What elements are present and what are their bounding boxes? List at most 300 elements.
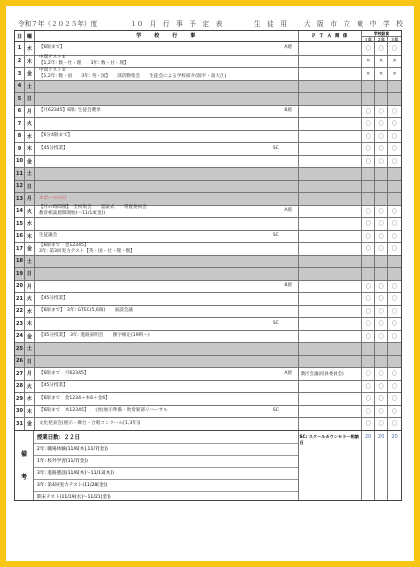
col-weekday: 曜 [25,31,35,41]
lunch-mark [362,256,375,268]
day-row [15,55,401,68]
weekday: 木 [25,406,35,418]
pta-cell [299,168,363,180]
day-row [15,280,401,293]
pta-cell [299,181,363,193]
day-number: 6 [15,106,25,118]
weekday: 日 [25,268,35,280]
day-row [15,192,401,205]
pta-cell [299,293,363,305]
weekday: 月 [25,106,35,118]
lunch-mark: 〇 [362,368,375,380]
weekday: 日 [25,356,35,368]
note-line: 期末テスト(11/19[水]～11/21[金]) [36,495,111,500]
day-row [15,67,401,80]
day-row [15,367,401,380]
col-pta: Ｐ Ｔ Ａ 関 係 [299,31,362,41]
lunch-mark: 〇 [375,156,388,168]
lunch-mark: 〇 [392,108,398,115]
week-tag: A週 [284,208,292,214]
table-header [15,31,401,42]
event-cell [35,93,299,105]
day-row [15,105,401,118]
pta-cell [299,268,363,280]
title-bar [6,10,414,26]
lunch-mark: 〇 [392,246,398,253]
lunch-grade-1: １年 [362,37,375,43]
day-number: 7 [15,118,25,130]
lunch-mark [362,93,375,105]
lunch-mark: 〇 [392,371,398,378]
day-row [15,342,401,355]
lunch-mark: 〇 [375,406,388,418]
weekday: 月 [25,281,35,293]
pta-cell [299,81,363,93]
lunch-mark: 〇 [392,321,398,328]
day-number: 18 [15,256,25,268]
note-line: 2年: 職場体験(11/6[木],11/7[金]) [34,444,298,456]
lunch-mark: 〇 [392,233,398,240]
lunch-mark [388,193,401,205]
day-number: 25 [15,343,25,355]
lunch-mark: 〇 [375,206,388,218]
event-cell [35,156,299,168]
lunch-mark [362,81,375,93]
event-text: 【6限まで 月62345】 [38,370,89,376]
pta-cell [299,68,363,80]
lunch-mark [375,256,388,268]
lunch-mark [388,268,401,280]
pta-cell [299,318,363,330]
weekday: 月 [25,368,35,380]
week-tag: B週 [284,283,292,289]
lunch-mark: 〇 [362,306,375,318]
event-cell [35,281,299,293]
lunch-mark: ✕ [375,68,388,80]
event-cell [35,256,299,268]
day-number: 3 [15,68,25,80]
day-number: 11 [15,168,25,180]
lunch-mark: 〇 [392,396,398,403]
pta-cell [299,106,363,118]
weekday: 水 [25,393,35,405]
day-row [15,155,401,168]
notes-section [15,430,401,500]
sc-tag: SC [272,408,279,414]
lunch-mark: 〇 [362,218,375,230]
day-number: 27 [15,368,25,380]
day-row [15,392,401,405]
weekday: 木 [25,143,35,155]
day-number: 20 [15,281,25,293]
lunch-mark: 〇 [375,306,388,318]
event-cell [35,406,299,418]
weekday: 月 [25,193,35,205]
weekday: 木 [25,56,35,68]
sc-tag: SC [272,320,279,326]
day-number: 4 [15,81,25,93]
lunch-mark: 〇 [392,158,398,165]
day-row [15,255,401,268]
day-number: 8 [15,131,25,143]
weekday: 日 [25,93,35,105]
event-text: 【45分授業】 3年: 進路説明会 漢字検定(19時～) [38,333,150,339]
day-row [15,405,401,418]
event-cell [35,243,299,255]
pta-cell [299,381,363,393]
school-name: 大 阪 市 立 東 中 学 校 [304,20,403,28]
lunch-mark: 〇 [392,121,398,128]
event-text: 【6分4限まで】 [38,133,73,139]
lunch-mark: 〇 [392,221,398,228]
lunch-mark: 〇 [362,118,375,130]
day-row [15,80,401,93]
day-number: 22 [15,306,25,318]
lunch-mark [388,181,401,193]
day-number: 19 [15,268,25,280]
event-cell [35,106,299,118]
day-number: 10 [15,156,25,168]
event-cell [35,306,299,318]
day-number: 14 [15,206,25,218]
day-number: 2 [15,56,25,68]
day-number: 23 [15,318,25,330]
weekday: 土 [25,343,35,355]
event-cell [35,343,299,355]
day-row [15,330,401,343]
event-cell [35,56,299,68]
lunch-mark: 〇 [392,146,398,153]
lunch-mark [362,193,375,205]
lunch-mark: 〇 [375,118,388,130]
weekday: 木 [25,231,35,243]
day-number: 5 [15,93,25,105]
lunch-mark: 〇 [375,281,388,293]
lunch-grade-3: ３年 [390,37,399,42]
sc-note: SC: スクールカウンセラー相談日 [299,431,363,500]
event-cell [35,381,299,393]
event-text: 【1,2年: 数・社・理 3年: 数・社・理】 [38,61,129,67]
day-number: 21 [15,293,25,305]
weekday: 金 [25,331,35,343]
pta-cell [299,256,363,268]
event-text: 【6限まで】 3年: GTEC(5,6限) 面談会議 [38,308,133,314]
note-line: 1年: 校外学習(11/7[金]) [34,456,298,468]
pta-cell [299,118,363,130]
notes-label-2: 考 [20,474,27,481]
day-row [15,305,401,318]
pta-cell [299,418,363,430]
day-number: 29 [15,393,25,405]
event-cell [35,218,299,230]
day-row [15,355,401,368]
pta-cell [299,93,363,105]
day-row [15,380,401,393]
col-events: 学 校 行 事 [35,31,299,41]
day-row [15,217,401,230]
lunch-mark: 〇 [375,243,388,255]
event-cell [35,393,299,405]
day-row [15,42,401,55]
day-row [15,130,401,143]
lunch-mark: 〇 [362,418,375,430]
lunch-count-3: 20 [391,433,398,440]
lunch-mark: ✕ [392,70,397,77]
weekday: 金 [25,156,35,168]
lunch-mark: 〇 [375,218,388,230]
event-text: 【月62345】6限: 生徒会選挙 [38,108,101,114]
day-number: 31 [15,418,25,430]
event-cell [35,168,299,180]
pta-cell [299,206,363,218]
event-text: 3年: 第3回実力テスト【英・国・社・理・数】 [38,248,135,254]
lunch-mark: 〇 [362,331,375,343]
lunch-mark [362,268,375,280]
school-days: 授業日数：２２日 [34,431,298,444]
sc-tag: SC [272,233,279,239]
event-text: 【1,2年: 数・国 3年: 英・国】 部活動集会 生徒会による学校紹介(瑞平・南大江) [38,73,227,79]
lunch-mark [375,168,388,180]
day-number: 16 [15,231,25,243]
event-cell [35,118,299,130]
lunch-mark [362,356,375,368]
event-text: スポーツの日 [38,195,67,201]
sc-tag: SC [272,145,279,151]
lunch-count-1: 20 [362,431,375,500]
pta-cell: 教区会議(役員委員会) [299,368,363,380]
note-line: 3年: 第4回実力テスト(11/28[金]) [34,480,298,492]
lunch-mark [388,256,401,268]
week-tag: A週 [284,370,292,376]
event-cell [35,81,299,93]
event-text: 【6限まで】 [38,45,65,51]
lunch-mark [362,168,375,180]
lunch-mark: 〇 [362,393,375,405]
lunch-mark: 〇 [362,243,375,255]
lunch-mark: 〇 [375,131,388,143]
weekday: 火 [25,206,35,218]
event-cell [35,268,299,280]
event-cell [35,356,299,368]
notes-label-1: 備 [20,451,27,458]
audience-label: 生 徒 用 [254,20,287,28]
weekday: 水 [25,131,35,143]
event-cell [35,193,299,205]
school-year: 令和７年（２０２５年）度 [18,20,98,28]
lunch-mark: 〇 [362,318,375,330]
lunch-mark: 〇 [362,143,375,155]
week-tag: B週 [284,108,292,114]
lunch-mark: ✕ [362,68,375,80]
lunch-mark: 〇 [362,106,375,118]
lunch-mark: 〇 [375,368,388,380]
event-text: 教育相談週間開始(～11/14[金]) [38,211,106,217]
weekday: 火 [25,381,35,393]
lunch-mark: 〇 [375,42,388,55]
lunch-mark: 〇 [362,381,375,393]
event-text: 中間テスト② [38,67,66,73]
event-text: 【45分授業】 [38,383,68,389]
lunch-mark: 〇 [392,283,398,290]
event-text: 【月の時間割】 全校集会 認証式 常置委員会 [38,205,147,211]
lunch-mark: 〇 [375,293,388,305]
lunch-mark: 〇 [375,143,388,155]
day-row [15,242,401,255]
event-cell [35,143,299,155]
lunch-mark [388,93,401,105]
lunch-mark [362,181,375,193]
event-text: 中間テスト① [38,55,66,61]
weekday: 水 [25,218,35,230]
event-text: 生徒議会 [38,233,58,239]
lunch-mark: 〇 [392,333,398,340]
lunch-mark: 〇 [375,393,388,405]
pta-cell [299,331,363,343]
day-row [15,142,401,155]
day-row [15,205,401,218]
weekday: 金 [25,68,35,80]
event-cell [35,131,299,143]
weekday: 水 [25,42,35,55]
lunch-mark: 〇 [392,308,398,315]
page-title: １０ 月 行 事 予 定 表 [130,20,223,28]
lunch-mark: 〇 [375,231,388,243]
lunch-mark [375,181,388,193]
pta-cell [299,393,363,405]
weekday: 金 [25,418,35,430]
day-row [15,267,401,280]
lunch-mark: 〇 [375,331,388,343]
lunch-mark: ✕ [362,56,375,68]
lunch-mark: 〇 [362,131,375,143]
pta-cell [299,406,363,418]
day-number: 28 [15,381,25,393]
lunch-mark [375,356,388,368]
lunch-mark [388,81,401,93]
pta-cell [299,243,363,255]
day-row [15,292,401,305]
lunch-mark [388,168,401,180]
weekday: 金 [25,243,35,255]
lunch-mark [375,81,388,93]
lunch-mark: 〇 [392,408,398,415]
pta-cell [299,231,363,243]
weekday: 土 [25,168,35,180]
event-text: 【45分授業】 [38,295,68,301]
weekday: 水 [25,306,35,318]
lunch-header: 学校給食 [362,31,401,37]
lunch-mark: 〇 [362,206,375,218]
day-number: 15 [15,218,25,230]
weekday: 火 [25,293,35,305]
lunch-mark: 〇 [392,208,398,215]
event-cell [35,331,299,343]
day-rows [15,42,401,430]
pta-cell [299,356,363,368]
event-text: 【6限まで 木12345】 (放)展示準備・吹奏楽部リハーサル [38,408,168,414]
pta-cell [299,281,363,293]
day-row [15,167,401,180]
lunch-mark: 〇 [362,156,375,168]
lunch-mark [388,356,401,368]
lunch-count-2: 20 [375,431,388,500]
day-number: 12 [15,181,25,193]
event-cell [35,293,299,305]
event-cell [35,68,299,80]
notes-label [15,431,34,500]
event-text: 文化発表会(展示・舞台・合唱コンクール[1,3年]) [38,420,141,426]
lunch-mark: 〇 [392,133,398,140]
event-text: 【6限まで 金12345】 [38,242,89,248]
weekday: 火 [25,118,35,130]
weekday: 土 [25,81,35,93]
lunch-mark [375,193,388,205]
day-number: 1 [15,42,25,55]
lunch-mark [388,343,401,355]
pta-cell [299,56,363,68]
lunch-mark: ✕ [392,58,397,65]
day-number: 26 [15,356,25,368]
lunch-mark [375,268,388,280]
day-row [15,117,401,130]
lunch-mark: 〇 [375,106,388,118]
pta-cell [299,131,363,143]
event-cell [35,231,299,243]
lunch-mark: 〇 [375,418,388,430]
lunch-grade-2: ２年 [375,37,388,43]
lunch-mark [375,93,388,105]
event-text: 【6限まで 金1234＋木6＋金6】 [38,395,110,401]
weekday: 日 [25,181,35,193]
lunch-mark: 〇 [362,406,375,418]
lunch-mark: 〇 [375,381,388,393]
pta-cell [299,156,363,168]
weekday: 木 [25,318,35,330]
day-number: 9 [15,143,25,155]
day-row [15,180,401,193]
lunch-mark [375,343,388,355]
event-cell [35,368,299,380]
day-row [15,230,401,243]
lunch-mark: 〇 [362,231,375,243]
day-number: 17 [15,243,25,255]
lunch-mark [362,343,375,355]
lunch-mark: 〇 [362,281,375,293]
day-number: 30 [15,406,25,418]
lunch-mark: 〇 [392,421,398,428]
lunch-mark: 〇 [362,293,375,305]
pta-cell [299,343,363,355]
weekday: 土 [25,256,35,268]
event-cell [35,418,299,430]
lunch-mark: 〇 [392,296,398,303]
note-line: 3年: 進路懇談(11/6[木]～11/13[木]) [34,468,298,480]
pta-cell [299,143,363,155]
event-cell [35,206,299,218]
event-cell [35,181,299,193]
pta-cell [299,218,363,230]
week-tag: A週 [284,45,292,51]
col-day: 日 [15,31,25,41]
schedule-page [6,6,414,561]
day-row [15,92,401,105]
lunch-mark: 〇 [375,318,388,330]
schedule-table [14,30,402,501]
lunch-mark: 〇 [392,383,398,390]
event-cell [35,42,299,55]
day-number: 13 [15,193,25,205]
lunch-mark: 〇 [362,42,375,55]
